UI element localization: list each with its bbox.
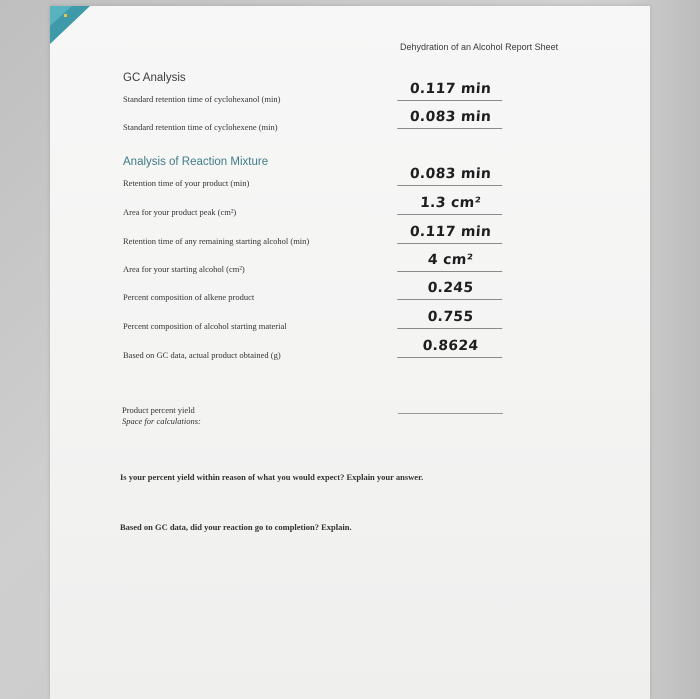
actual-product-label: Based on GC data, actual product obtained (g) xyxy=(123,350,281,360)
product-retention-label: Retention time of your product (min) xyxy=(123,178,250,188)
alcohol-retention-value: 0.117 min xyxy=(397,221,504,244)
alcohol-retention-label: Retention time of any remaining starting alcohol (min) xyxy=(123,236,310,246)
product-retention-value: 0.083 min xyxy=(397,163,504,186)
cyclohexanol-retention-label: Standard retention time of cyclohexanol (min) xyxy=(123,94,281,104)
question-completion: Based on GC data, did your reaction go to completion? Explain. xyxy=(120,522,352,532)
product-peak-area-value: 1.3 cm² xyxy=(397,192,504,215)
actual-product-value: 0.8624 xyxy=(397,335,504,358)
alcohol-area-value: 4 cm² xyxy=(397,249,504,272)
cyclohexanol-retention-value: 0.117 min xyxy=(397,78,504,101)
alkene-percent-label: Percent composition of alkene product xyxy=(123,292,255,302)
product-peak-area-label: Area for your product peak (cm²) xyxy=(123,207,237,217)
alcohol-percent-label: Percent composition of alcohol starting material xyxy=(123,321,287,331)
cyclohexene-retention-value: 0.083 min xyxy=(397,106,504,129)
alcohol-percent-value: 0.755 xyxy=(397,306,504,329)
alkene-percent-value: 0.245 xyxy=(397,277,504,300)
corner-badge-icon xyxy=(50,6,90,44)
percent-yield-blank xyxy=(398,413,503,414)
question-percent-yield: Is your percent yield within reason of what you would expect? Explain your answer. xyxy=(120,472,424,482)
alcohol-area-label: Area for your starting alcohol (cm²) xyxy=(123,264,245,274)
percent-yield-label: Product percent yield xyxy=(122,405,195,415)
report-header: Dehydration of an Alcohol Report Sheet xyxy=(400,42,559,52)
cyclohexene-retention-label: Standard retention time of cyclohexene (min) xyxy=(123,122,278,132)
calculations-space-label: Space for calculations: xyxy=(122,416,201,426)
gc-analysis-title: GC Analysis xyxy=(123,72,186,84)
reaction-mixture-title: Analysis of Reaction Mixture xyxy=(123,156,269,168)
